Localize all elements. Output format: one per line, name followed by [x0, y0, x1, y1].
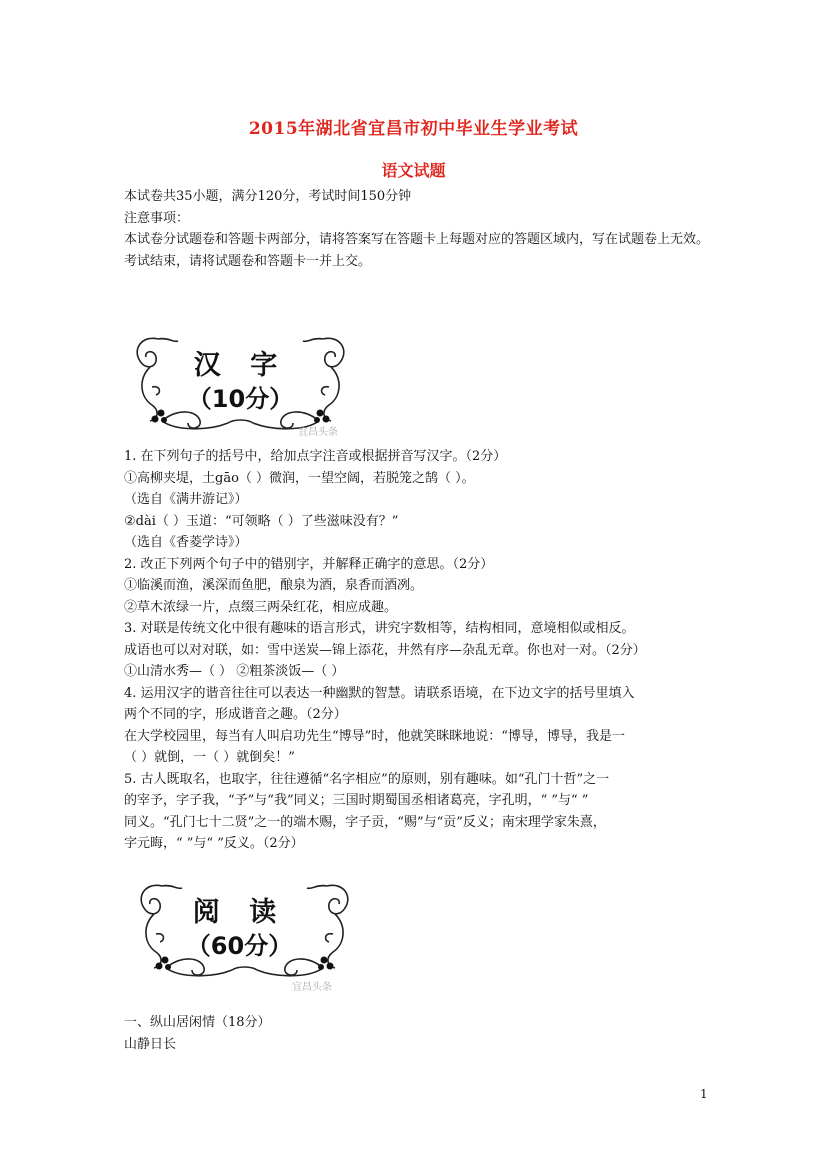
question-line: （ ）就倒，一（ ）就倒矣！” — [124, 750, 295, 765]
question-line: 一、纵山居闲情（18分） — [124, 1015, 271, 1030]
question-line: 两个不同的字，形成谐音之趣。（2分） — [124, 707, 347, 722]
question-line: 2. 改正下列两个句子中的错别字，并解释正确字的意思。（2分） — [124, 556, 494, 572]
exam-title: 2015年湖北省宜昌市初中毕业生学业考试 — [248, 119, 579, 139]
intro-line: 注意事项： — [124, 210, 190, 226]
question-line: 1. 在下列句子的括号中，给加点字注音或根据拼音写汉字。（2分） — [124, 449, 507, 464]
intro-line: 本试卷共35小题，满分120分，考试时间150分钟 — [124, 189, 412, 204]
question-line: ②草木浓绿一片，点缀三两朵红花，相应成趣。 — [124, 599, 398, 615]
banner-section-score: （10分） — [187, 385, 294, 413]
question-line: 山静日长 — [124, 1036, 177, 1052]
exam-subtitle: 语文试题 — [381, 161, 446, 180]
question-line: ①临溪而渔，溪深而鱼肥，酿泉为酒，泉香而酒冽。 — [124, 578, 424, 593]
page-number: 1 — [700, 1087, 708, 1101]
question-line: 4. 运用汉字的谐音往往可以表达一种幽默的智慧。请联系语境，在下边文字的括号里填入 — [124, 685, 635, 701]
question-line: 成语也可以对对联，如：雪中送炭—锦上添花，井然有序—杂乱无章。你也对一对。（2分） — [124, 642, 646, 658]
question-line: 同义。“孔门七十二贤”之一的端木赐，字子贡，“赐”与“贡”反义；南宋理学家朱熹， — [124, 814, 606, 830]
question-line: ②dài（ ）玉道：“可领略（ ）了些滋味没有？” — [124, 513, 399, 529]
question-line: ①高柳夹堤，土gāo（ ）微润，一望空阔，若脱笼之鹄（ ）。 — [124, 470, 475, 486]
question-line: 在大学校园里，每当有人叫启功先生“博导”时，他就笑眯眯地说：“博导，博导，我是一 — [124, 728, 625, 744]
watermark-text: 宜昌头条 — [292, 982, 332, 993]
section-banner-chinese-characters — [128, 327, 353, 437]
banner-section-name: 汉 字 — [193, 350, 288, 381]
intro-line: 本试卷分试题卷和答题卡两部分，请将答案写在答题卡上每题对应的答题区域内，写在试题卷上无效。 — [124, 232, 710, 247]
question-line: 的宰予，字子我，“予”与“我”同义；三国时期蜀国丞相诸葛亮，字孔明，“ ”与“ ” — [124, 793, 589, 808]
questions-section-chinese-characters — [124, 446, 714, 855]
question-line: 字元晦，“ ”与“ ”反义。（2分） — [124, 836, 304, 851]
section-banner-reading — [132, 874, 347, 993]
question-line: （选自《香菱学诗》） — [124, 535, 248, 550]
question-line: （选自《满井游记》） — [124, 492, 248, 507]
intro-line: 考试结束，请将试题卷和答题卡一并上交。 — [124, 253, 372, 269]
question-line: ①山清水秀—（ ） ②粗茶淡饭—（ ） — [124, 664, 345, 679]
banner-section-score: （60分） — [186, 932, 293, 960]
exam-instructions — [124, 186, 712, 272]
watermark-text: 宜昌头条 — [298, 427, 338, 438]
question-line: 5. 古人既取名，也取字，往往遵循“名字相应”的原则，别有趣味。如“孔门十哲”之一 — [124, 771, 610, 787]
question-line: 3. 对联是传统文化中很有趣味的语言形式，讲究字数相等，结构相同，意境相似或相反。 — [124, 621, 635, 636]
questions-section-reading — [124, 1012, 714, 1055]
banner-section-name: 阅 读 — [192, 897, 287, 928]
